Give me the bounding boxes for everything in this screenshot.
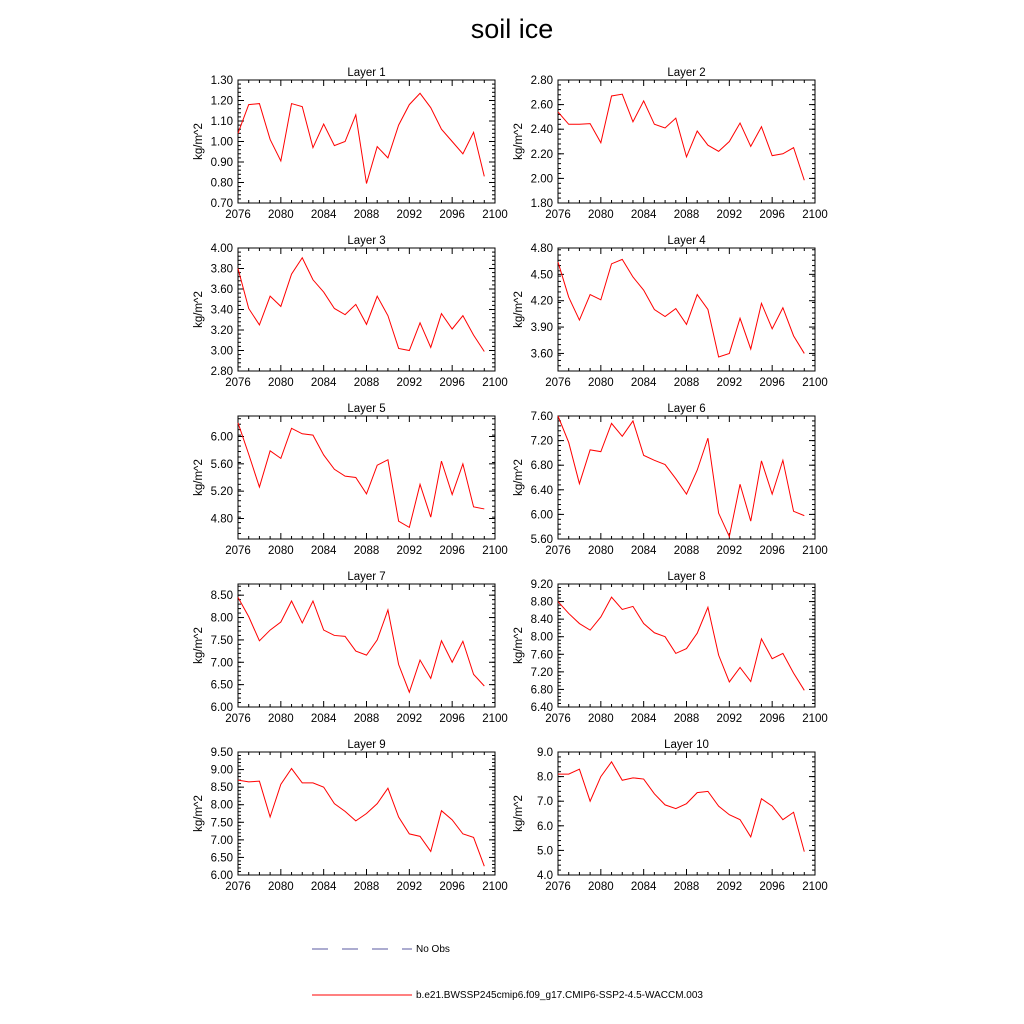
x-tick-label: 2100 bbox=[482, 713, 508, 725]
y-tick-label: 5.60 bbox=[210, 458, 233, 471]
x-tick-label: 2092 bbox=[716, 545, 743, 557]
y-axis-label: kg/m^2 bbox=[193, 123, 205, 160]
series-line-1 bbox=[558, 416, 804, 537]
y-tick-label: 3.60 bbox=[210, 284, 233, 296]
x-tick-label: 2088 bbox=[353, 209, 380, 221]
plot-frame bbox=[558, 80, 815, 203]
series-line-1 bbox=[558, 259, 804, 357]
x-tick-label: 2092 bbox=[716, 713, 743, 725]
x-tick-label: 2080 bbox=[268, 377, 294, 389]
x-tick-label: 2088 bbox=[353, 713, 380, 725]
legend-obs-label: No Obs bbox=[416, 944, 450, 955]
y-axis-label: kg/m^2 bbox=[513, 459, 525, 496]
y-tick-label: 4.50 bbox=[530, 269, 553, 282]
x-tick-label: 2092 bbox=[396, 881, 423, 893]
y-tick-label: 7.0 bbox=[537, 796, 553, 809]
y-tick-label: 3.20 bbox=[210, 325, 233, 337]
y-tick-label: 9.00 bbox=[210, 764, 233, 777]
y-tick-label: 3.40 bbox=[210, 304, 233, 317]
x-tick-label: 2100 bbox=[482, 209, 508, 221]
y-tick-label: 3.60 bbox=[530, 348, 553, 361]
y-tick-label: 0.70 bbox=[210, 198, 233, 210]
y-axis-label: kg/m^2 bbox=[193, 291, 205, 328]
x-tick-label: 2084 bbox=[630, 545, 657, 557]
series-line-1 bbox=[238, 423, 484, 528]
x-tick-label: 2080 bbox=[588, 881, 614, 893]
x-tick-label: 2088 bbox=[353, 881, 380, 893]
y-tick-label: 6.40 bbox=[530, 484, 553, 497]
page-title: soil ice bbox=[470, 14, 554, 44]
y-axis-label: kg/m^2 bbox=[193, 795, 205, 832]
y-tick-label: 7.60 bbox=[530, 411, 553, 423]
y-tick-label: 4.00 bbox=[210, 243, 233, 255]
x-tick-label: 2100 bbox=[482, 545, 508, 557]
x-tick-label: 2084 bbox=[310, 377, 337, 389]
y-tick-label: 7.20 bbox=[530, 666, 553, 679]
chart-panel-3 bbox=[193, 235, 508, 389]
x-tick-label: 2092 bbox=[396, 713, 423, 725]
x-tick-label: 2100 bbox=[482, 377, 508, 389]
plot-frame bbox=[558, 416, 815, 539]
x-tick-label: 2096 bbox=[439, 209, 465, 221]
x-tick-label: 2100 bbox=[482, 881, 508, 893]
x-tick-label: 2080 bbox=[588, 545, 614, 557]
x-tick-label: 2088 bbox=[673, 713, 700, 725]
y-tick-label: 7.60 bbox=[530, 649, 553, 662]
y-tick-label: 6.00 bbox=[530, 509, 553, 522]
y-tick-label: 6.0 bbox=[537, 820, 553, 833]
y-tick-label: 0.80 bbox=[210, 177, 233, 190]
y-axis-label: kg/m^2 bbox=[193, 459, 205, 496]
x-tick-label: 2088 bbox=[673, 545, 700, 557]
y-tick-label: 9.50 bbox=[210, 747, 233, 759]
plot-frame bbox=[558, 248, 815, 371]
y-axis-label: kg/m^2 bbox=[513, 123, 525, 160]
chart-panel-4 bbox=[513, 235, 828, 389]
y-tick-label: 0.90 bbox=[210, 157, 233, 169]
y-tick-label: 5.20 bbox=[210, 486, 233, 499]
plot-frame bbox=[238, 80, 495, 203]
plot-frame bbox=[558, 752, 815, 875]
y-axis-label: kg/m^2 bbox=[513, 627, 525, 664]
y-tick-label: 2.40 bbox=[530, 124, 553, 137]
y-tick-label: 1.20 bbox=[210, 95, 233, 108]
y-tick-label: 7.50 bbox=[210, 634, 233, 647]
x-tick-label: 2076 bbox=[545, 545, 571, 557]
y-tick-label: 4.80 bbox=[530, 243, 553, 255]
x-tick-label: 2076 bbox=[545, 713, 571, 725]
x-tick-label: 2096 bbox=[759, 881, 785, 893]
y-tick-label: 2.80 bbox=[530, 75, 553, 87]
x-tick-label: 2088 bbox=[353, 545, 380, 557]
y-tick-label: 6.00 bbox=[210, 431, 233, 444]
y-tick-label: 3.00 bbox=[210, 345, 233, 358]
x-tick-label: 2092 bbox=[396, 545, 423, 557]
y-tick-label: 8.0 bbox=[537, 771, 553, 784]
plot-frame bbox=[238, 416, 495, 539]
y-tick-label: 7.00 bbox=[210, 834, 233, 847]
y-tick-label: 1.10 bbox=[210, 116, 233, 128]
plot-frame bbox=[238, 584, 495, 707]
x-tick-label: 2092 bbox=[396, 209, 423, 221]
y-tick-label: 1.30 bbox=[210, 75, 233, 87]
x-tick-label: 2084 bbox=[630, 209, 657, 221]
x-tick-label: 2088 bbox=[673, 209, 700, 221]
panel-title: Layer 9 bbox=[347, 739, 386, 751]
y-tick-label: 6.00 bbox=[210, 702, 233, 714]
y-tick-label: 7.50 bbox=[210, 817, 233, 830]
x-tick-label: 2084 bbox=[630, 713, 657, 725]
x-tick-label: 2076 bbox=[225, 377, 251, 389]
chart-panel-1 bbox=[193, 67, 508, 221]
x-tick-label: 2080 bbox=[588, 713, 614, 725]
plot-frame bbox=[558, 584, 815, 707]
x-tick-label: 2084 bbox=[310, 209, 337, 221]
chart-panel-10 bbox=[513, 739, 828, 893]
y-tick-label: 6.80 bbox=[530, 460, 553, 473]
y-tick-label: 7.20 bbox=[530, 435, 553, 448]
x-tick-label: 2080 bbox=[588, 377, 614, 389]
y-tick-label: 6.50 bbox=[210, 852, 233, 865]
y-tick-label: 8.80 bbox=[530, 596, 553, 609]
panel-title: Layer 3 bbox=[347, 235, 386, 247]
x-tick-label: 2080 bbox=[268, 209, 294, 221]
x-tick-label: 2076 bbox=[545, 209, 571, 221]
chart-panel-5 bbox=[193, 403, 508, 557]
series-line-1 bbox=[238, 258, 484, 352]
y-tick-label: 8.50 bbox=[210, 590, 233, 603]
series-line-1 bbox=[558, 597, 804, 690]
panel-title: Layer 2 bbox=[667, 67, 706, 79]
y-tick-label: 7.00 bbox=[210, 657, 233, 670]
y-axis-label: kg/m^2 bbox=[513, 795, 525, 832]
panel-title: Layer 7 bbox=[347, 571, 386, 583]
y-tick-label: 6.80 bbox=[530, 684, 553, 697]
x-tick-label: 2084 bbox=[310, 545, 337, 557]
x-tick-label: 2076 bbox=[225, 209, 251, 221]
series-line-1 bbox=[238, 769, 484, 867]
series-line-1 bbox=[558, 762, 804, 852]
y-tick-label: 9.20 bbox=[530, 579, 553, 591]
x-tick-label: 2096 bbox=[439, 713, 465, 725]
y-axis-label: kg/m^2 bbox=[513, 291, 525, 328]
x-tick-label: 2084 bbox=[310, 881, 337, 893]
y-tick-label: 9.0 bbox=[537, 747, 553, 759]
y-tick-label: 8.00 bbox=[210, 799, 233, 812]
chart-panel-6 bbox=[513, 403, 828, 557]
x-tick-label: 2100 bbox=[802, 881, 828, 893]
x-tick-label: 2096 bbox=[439, 881, 465, 893]
y-tick-label: 2.60 bbox=[530, 99, 553, 112]
y-tick-label: 3.90 bbox=[530, 322, 553, 335]
legend-model-label: b.e21.BWSSP245cmip6.f09_g17.CMIP6-SSP2-4.5-WACCM.003 bbox=[416, 990, 703, 1001]
panel-title: Layer 1 bbox=[347, 67, 386, 79]
x-tick-label: 2084 bbox=[630, 377, 657, 389]
panel-title: Layer 6 bbox=[667, 403, 706, 415]
y-tick-label: 6.50 bbox=[210, 679, 233, 692]
x-tick-label: 2084 bbox=[310, 713, 337, 725]
chart-panel-8 bbox=[513, 571, 828, 725]
y-tick-label: 5.0 bbox=[537, 845, 553, 858]
y-tick-label: 2.20 bbox=[530, 148, 553, 161]
panel-title: Layer 8 bbox=[667, 571, 706, 583]
y-axis-label: kg/m^2 bbox=[193, 627, 205, 664]
x-tick-label: 2096 bbox=[759, 209, 785, 221]
plot-frame bbox=[238, 248, 495, 371]
chart-panel-7 bbox=[193, 571, 508, 725]
y-tick-label: 6.40 bbox=[530, 702, 553, 714]
x-tick-label: 2096 bbox=[759, 713, 785, 725]
y-tick-label: 4.80 bbox=[210, 513, 233, 526]
y-tick-label: 8.00 bbox=[210, 612, 233, 625]
x-tick-label: 2076 bbox=[545, 377, 571, 389]
y-tick-label: 4.0 bbox=[537, 870, 553, 882]
y-tick-label: 8.50 bbox=[210, 782, 233, 795]
y-tick-label: 6.00 bbox=[210, 870, 233, 882]
series-line-1 bbox=[558, 94, 804, 180]
x-tick-label: 2076 bbox=[225, 713, 251, 725]
panel-title: Layer 5 bbox=[347, 403, 386, 415]
x-tick-label: 2076 bbox=[545, 881, 571, 893]
x-tick-label: 2100 bbox=[802, 377, 828, 389]
panel-title: Layer 10 bbox=[664, 739, 709, 751]
x-tick-label: 2080 bbox=[268, 545, 294, 557]
x-tick-label: 2100 bbox=[802, 209, 828, 221]
x-tick-label: 2096 bbox=[439, 545, 465, 557]
x-tick-label: 2100 bbox=[802, 713, 828, 725]
x-tick-label: 2088 bbox=[353, 377, 380, 389]
y-tick-label: 2.00 bbox=[530, 173, 553, 186]
y-tick-label: 3.80 bbox=[210, 263, 233, 276]
panel-title: Layer 4 bbox=[667, 235, 706, 247]
x-tick-label: 2092 bbox=[716, 377, 743, 389]
chart-panel-9 bbox=[193, 739, 508, 893]
x-tick-label: 2092 bbox=[396, 377, 423, 389]
x-tick-label: 2076 bbox=[225, 881, 251, 893]
y-tick-label: 8.00 bbox=[530, 631, 553, 644]
x-tick-label: 2100 bbox=[802, 545, 828, 557]
x-tick-label: 2092 bbox=[716, 209, 743, 221]
series-line-1 bbox=[238, 597, 484, 692]
y-tick-label: 4.20 bbox=[530, 295, 553, 308]
y-tick-label: 2.80 bbox=[210, 366, 233, 378]
x-tick-label: 2080 bbox=[268, 881, 294, 893]
x-tick-label: 2092 bbox=[716, 881, 743, 893]
chart-panel-2 bbox=[513, 67, 828, 221]
x-tick-label: 2076 bbox=[225, 545, 251, 557]
x-tick-label: 2084 bbox=[630, 881, 657, 893]
x-tick-label: 2088 bbox=[673, 881, 700, 893]
legend bbox=[312, 949, 412, 995]
x-tick-label: 2088 bbox=[673, 377, 700, 389]
y-tick-label: 1.00 bbox=[210, 136, 233, 149]
series-line-1 bbox=[238, 93, 484, 183]
x-tick-label: 2080 bbox=[588, 209, 614, 221]
x-tick-label: 2096 bbox=[439, 377, 465, 389]
x-tick-label: 2096 bbox=[759, 545, 785, 557]
y-tick-label: 5.60 bbox=[530, 534, 553, 546]
x-tick-label: 2096 bbox=[759, 377, 785, 389]
y-tick-label: 8.40 bbox=[530, 614, 553, 627]
x-tick-label: 2080 bbox=[268, 713, 294, 725]
y-tick-label: 1.80 bbox=[530, 198, 553, 210]
